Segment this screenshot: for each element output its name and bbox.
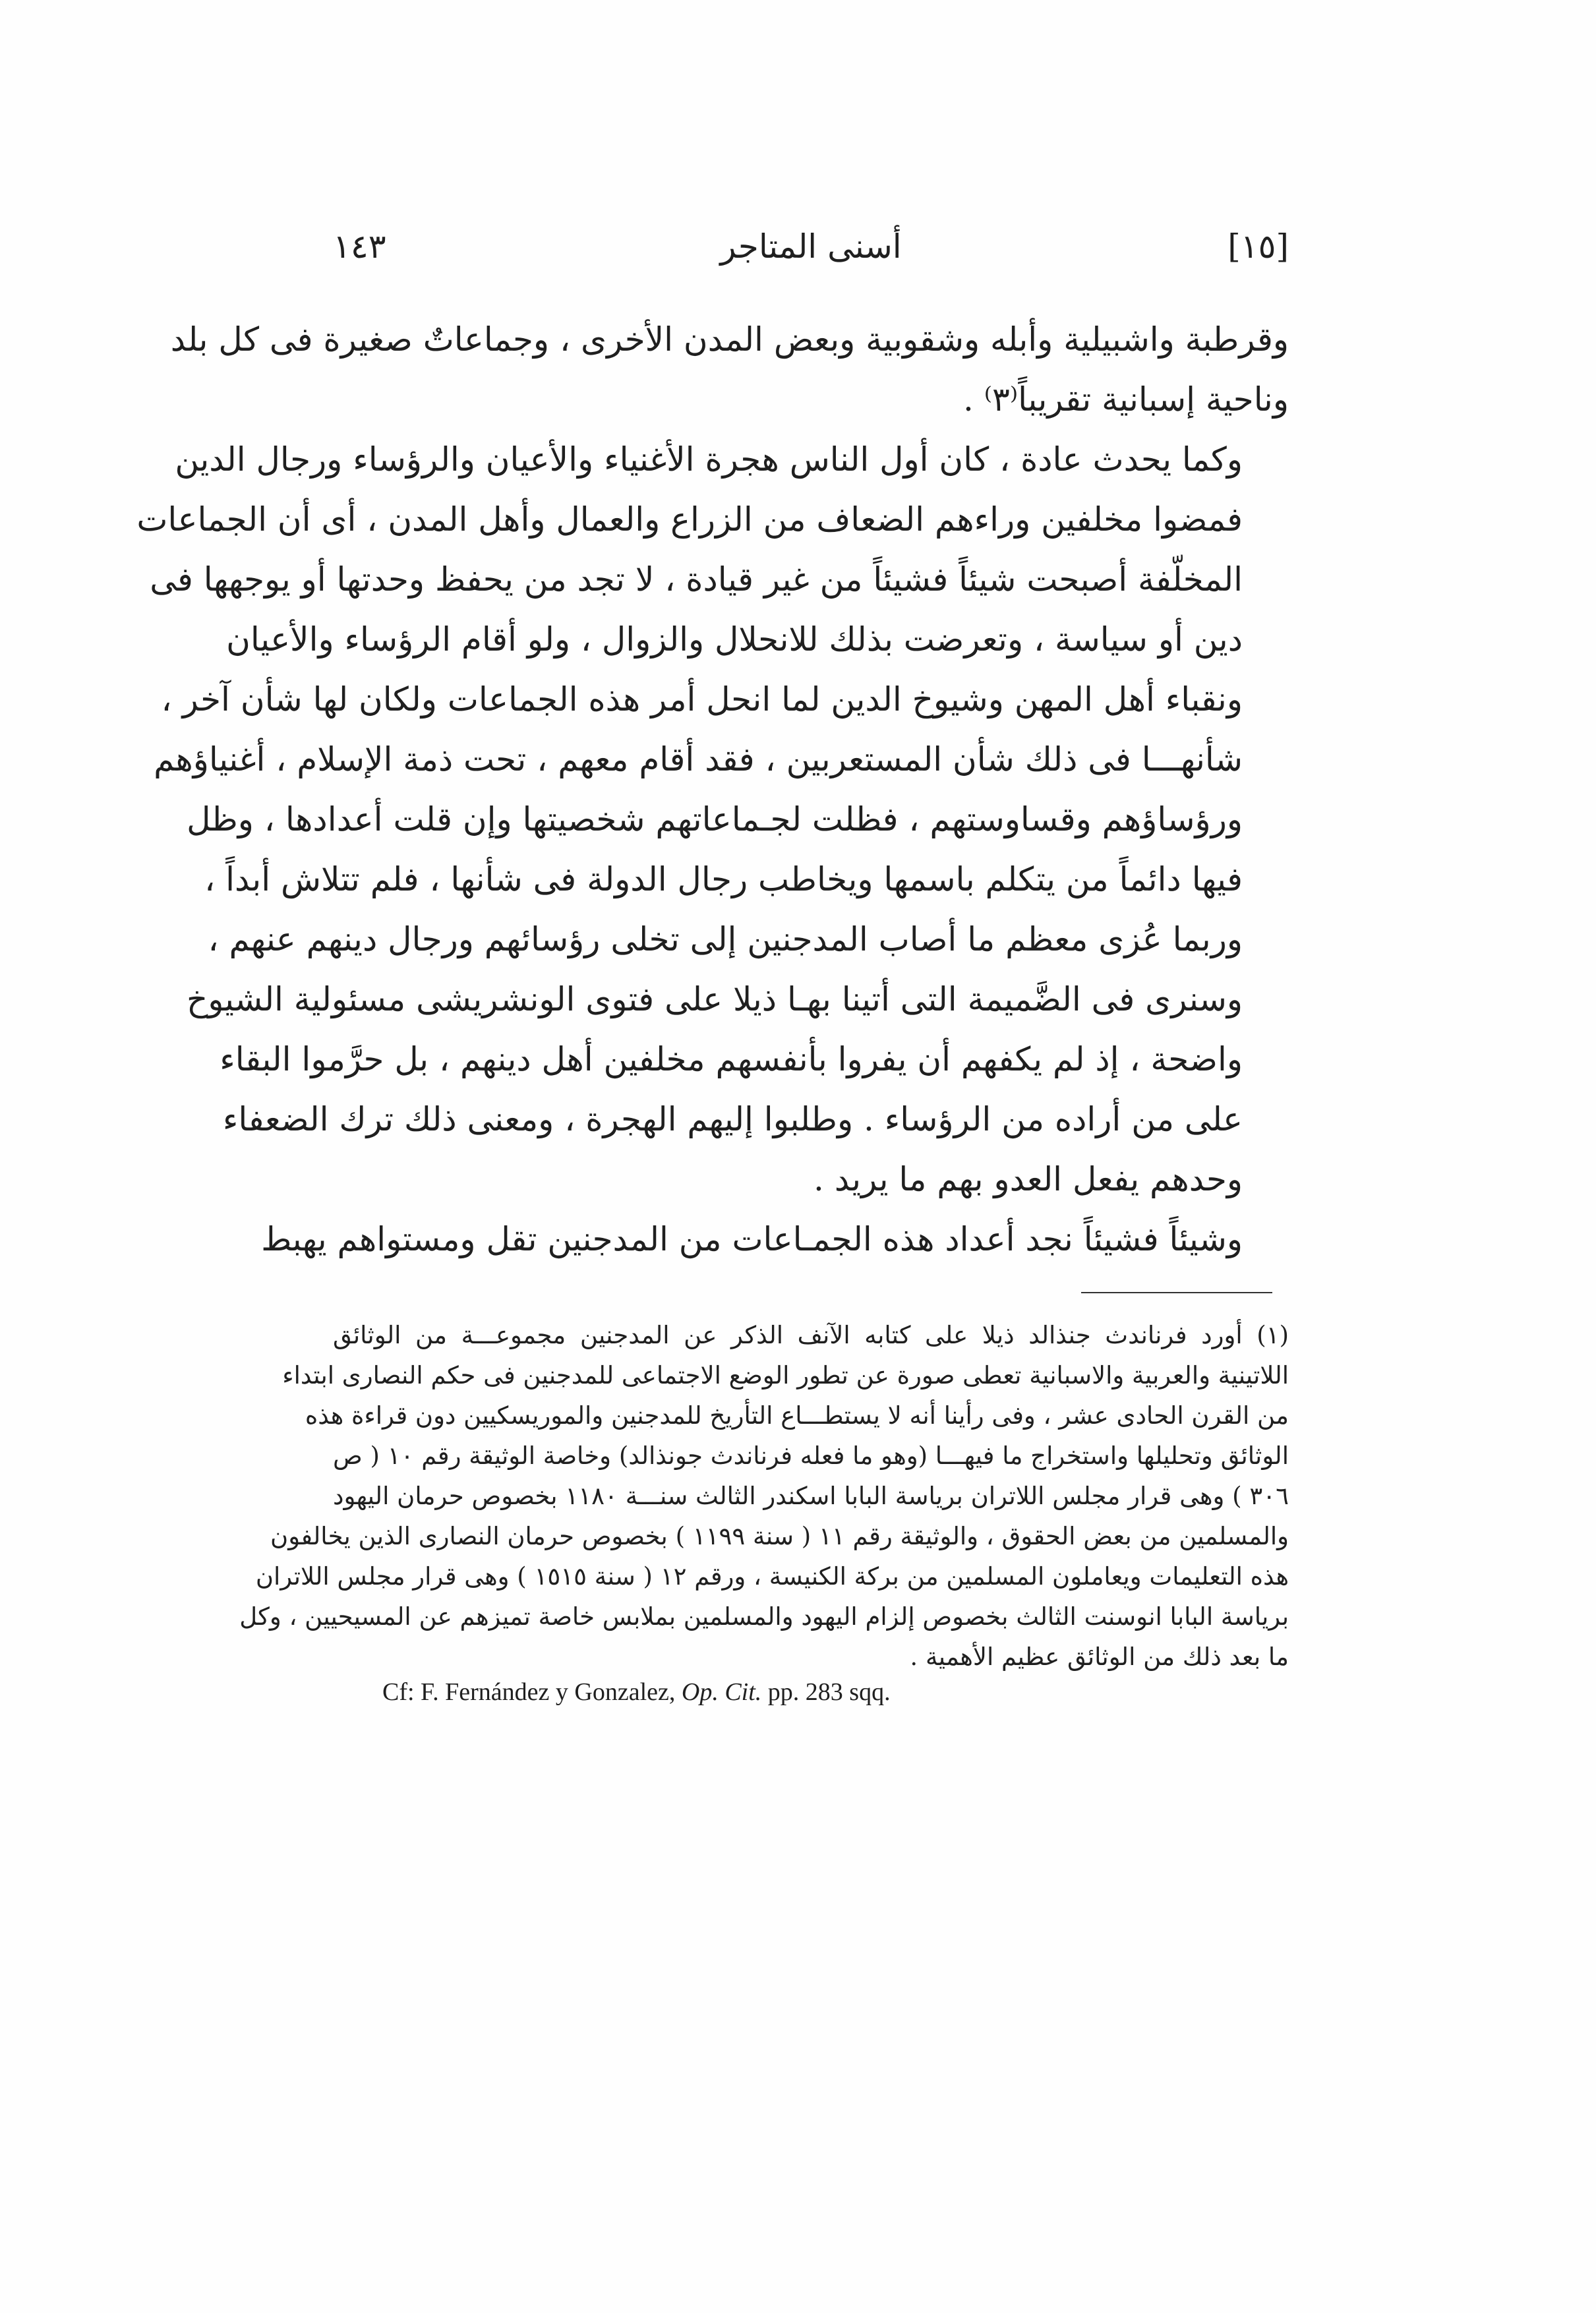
citation-pages: pp. 283 sqq. bbox=[767, 1678, 891, 1706]
text-line: وشيئاً فشيئاً نجد أعداد هذه الجمـاعات من المدجنين تقل ومستواهم يهبط bbox=[261, 1220, 1243, 1258]
paragraph-3 bbox=[261, 1210, 1289, 1270]
text-line: ورؤساؤهم وقساوستهم ، فظلت لجـماعاتهم شخصيتها وإن قلت أعدادها ، وظل bbox=[187, 800, 1243, 838]
text-line: على من أراده من الرؤساء . وطلبوا إليهم الهجرة ، ومعنى ذلك ترك الضعفاء bbox=[222, 1100, 1243, 1138]
text-line: وناحية إسبانية تقريباً⁽٣⁾ . bbox=[962, 380, 1289, 419]
section-number: [١٥] bbox=[1227, 227, 1289, 266]
paragraph-2 bbox=[136, 430, 1289, 1210]
text-line: وسنرى فى الضَّميمة التى أتينا بهـا ذيلا على فتوى الونشريشى مسئولية الشيوخ bbox=[186, 980, 1243, 1018]
text-line: وحدهم يفعل العدو بهم ما يريد . bbox=[813, 1160, 1243, 1198]
footnote-line: ما بعد ذلك من الوثائق عظيم الأهمية . bbox=[910, 1643, 1289, 1671]
footnote-line: برياسة البابا انوسنت الثالث بخصوص إلزام اليهود والمسلمين بملابس خاصة تميزهم عن المسيحيين ، وكل bbox=[239, 1602, 1289, 1631]
text-line: ونقباء أهل المهن وشيوخ الدين لما انحل أمر هذه الجماعات ولكان لها شأن آخر ، bbox=[161, 680, 1243, 718]
footnote-divider bbox=[1081, 1292, 1272, 1293]
text-line: وربما عُزى معظم ما أصاب المدجنين إلى تخلى رؤسائهم ورجال دينهم عنهم ، bbox=[208, 920, 1243, 958]
text-line: دين أو سياسة ، وتعرضت بذلك للانحلال والزوال ، ولو أقام الرؤساء والأعيان bbox=[226, 620, 1243, 659]
footnote-line: (١) أورد فرناندث جنذالد ذيلا على كتابه الآنف الذكر عن المدجنين مجموعـــة من الوثائق bbox=[333, 1321, 1289, 1349]
running-title: أسنى المتاجر bbox=[720, 227, 902, 266]
latin-citation bbox=[382, 1678, 891, 1707]
text-line: واضحة ، إذ لم يكفهم أن يفروا بأنفسهم مخلفين أهل دينهم ، بل حرَّموا البقاء bbox=[220, 1040, 1243, 1078]
text-line: فمضوا مخلفين وراءهم الضعاف من الزراع والعمال وأهل المدن ، أى أن الجماعات bbox=[136, 500, 1243, 539]
text-line: وكما يحدث عادة ، كان أول الناس هجرة الأغنياء والأعيان والرؤساء ورجال الدين bbox=[175, 440, 1243, 479]
citation-work: Op. Cit. bbox=[681, 1678, 762, 1706]
text-line: وقرطبة واشبيلية وأبله وشقوبية وبعض المدن الأخرى ، وجماعاتٌ صغيرة فى كل بلد bbox=[170, 320, 1289, 359]
main-text bbox=[136, 310, 1289, 1270]
paragraph-1 bbox=[170, 310, 1289, 430]
footnote bbox=[239, 1315, 1289, 1677]
footnote-line: اللاتينية والعربية والاسبانية تعطى صورة عن تطور الوضع الاجتماعى للمدجنين فى حكم النصارى ابتداء bbox=[282, 1361, 1289, 1390]
footnote-line: ٣٠٦ ) وهى قرار مجلس اللاتران برياسة البابا اسكندر الثالث سنـــة ١١٨٠ بخصوص حرمان اليهود bbox=[333, 1482, 1289, 1510]
running-header bbox=[333, 227, 1289, 287]
page-number: ١٤٣ bbox=[333, 227, 386, 266]
footnote-line: والمسلمين من بعض الحقوق ، والوثيقة رقم ١١ ( سنة ١١٩٩ ) بخصوص حرمان النصارى الذين يخالفون bbox=[270, 1522, 1289, 1550]
footnote-line: من القرن الحادى عشر ، وفى رأينا أنه لا يستطـــاع التأريخ للمدجنين والموريسكيين دون قراءة هذه bbox=[305, 1401, 1289, 1430]
citation-author: Cf: F. Fernández y Gonzalez, bbox=[382, 1678, 676, 1706]
text-line: فيها دائماً من يتكلم باسمها ويخاطب رجال الدولة فى شأنها ، فلم تتلاش أبداً ، bbox=[204, 860, 1243, 898]
text-line: المخلّفة أصبحت شيئاً فشيئاً من غير قيادة ، لا تجد من يحفظ وحدتها أو يوجهها فى bbox=[150, 560, 1243, 599]
text-line: شأنهـــا فى ذلك شأن المستعربين ، فقد أقام معهم ، تحت ذمة الإسلام ، أغنياؤهم bbox=[154, 740, 1243, 778]
footnote-line: هذه التعليمات ويعاملون المسلمين من بركة الكنيسة ، ورقم ١٢ ( سنة ١٥١٥ ) وهى قرار مجلس اللاتران bbox=[255, 1562, 1289, 1591]
footnote-line: الوثائق وتحليلها واستخراج ما فيهـــا (وهو ما فعله فرناندث جونذالد) وخاصة الوثيقة رقم ١٠ ( ص bbox=[333, 1442, 1289, 1470]
